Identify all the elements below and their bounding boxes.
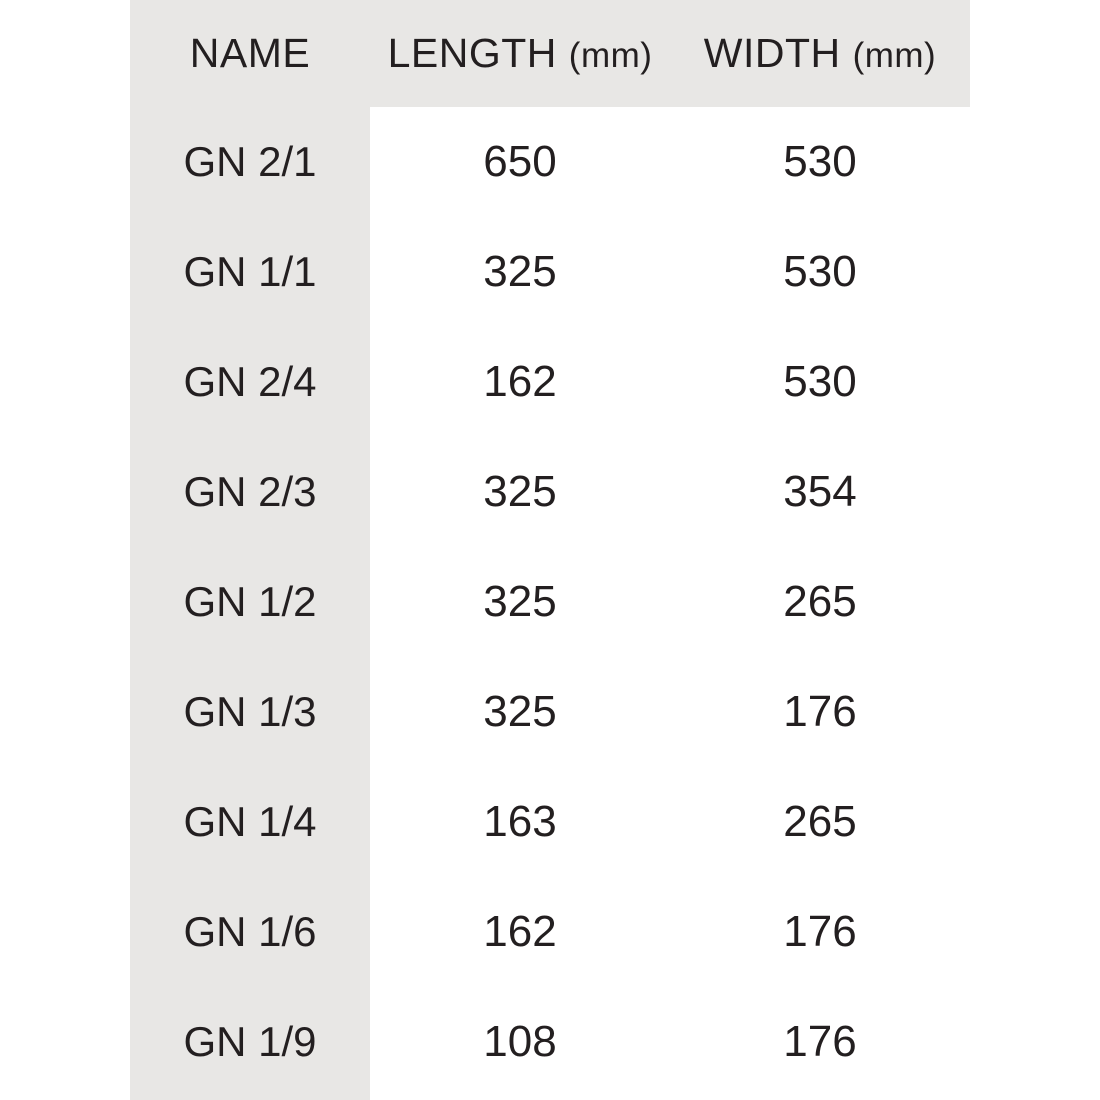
- row-left-gutter: [0, 987, 130, 1097]
- cell-name: GN 1/1: [183, 248, 317, 295]
- right-gutter: [970, 0, 1100, 107]
- cell-width: 176: [783, 687, 857, 736]
- row-right-gutter: [970, 767, 1100, 877]
- row-right-gutter: [970, 877, 1100, 987]
- row-left-gutter: [0, 437, 130, 547]
- row-left-gutter: [0, 877, 130, 987]
- table-row: [0, 217, 1100, 327]
- cell-name: GN 1/3: [183, 688, 317, 735]
- table-row: [0, 437, 1100, 547]
- cell-length: 162: [483, 907, 557, 956]
- table-row: [0, 767, 1100, 877]
- row-left-gutter: [0, 327, 130, 437]
- cell-name: GN 2/1: [183, 138, 317, 185]
- cell-name: GN 2/3: [183, 468, 317, 515]
- column-header-width-label: WIDTH: [703, 30, 841, 76]
- row-right-gutter: [970, 657, 1100, 767]
- column-header-name: NAME: [189, 30, 311, 76]
- row-left-gutter: [0, 547, 130, 657]
- table-body: [0, 107, 1100, 1097]
- column-header-length-unit: (mm): [568, 36, 653, 75]
- row-left-gutter: [0, 767, 130, 877]
- cell-length: 650: [483, 137, 557, 186]
- cell-length: 162: [483, 357, 557, 406]
- cell-length: 325: [483, 577, 557, 626]
- table-row: [0, 547, 1100, 657]
- cell-length: 108: [483, 1017, 557, 1066]
- cell-length: 325: [483, 687, 557, 736]
- cell-length: 325: [483, 467, 557, 516]
- cell-width: 530: [783, 357, 857, 406]
- table-row: [0, 987, 1100, 1097]
- row-right-gutter: [970, 547, 1100, 657]
- table-row: [0, 107, 1100, 217]
- row-left-gutter: [0, 657, 130, 767]
- table-row: [0, 877, 1100, 987]
- table-header-row: [0, 0, 1100, 107]
- row-right-gutter: [970, 107, 1100, 217]
- column-header-width: [670, 0, 970, 107]
- cell-name: GN 2/4: [183, 358, 317, 405]
- row-right-gutter: [970, 217, 1100, 327]
- cell-length: 325: [483, 247, 557, 296]
- cell-name: GN 1/2: [183, 578, 317, 625]
- row-right-gutter: [970, 987, 1100, 1097]
- cell-width: 176: [783, 1017, 857, 1066]
- row-left-gutter: [0, 107, 130, 217]
- cell-width: 176: [783, 907, 857, 956]
- cell-width: 530: [783, 247, 857, 296]
- column-header-length: [370, 0, 670, 107]
- cell-name: GN 1/6: [183, 908, 317, 955]
- left-gutter: [0, 0, 130, 107]
- table-row: [0, 657, 1100, 767]
- column-header-width-unit: (mm): [852, 36, 937, 75]
- cell-width: 530: [783, 137, 857, 186]
- cell-name: GN 1/4: [183, 798, 317, 845]
- cell-width: 354: [783, 467, 857, 516]
- row-right-gutter: [970, 327, 1100, 437]
- row-right-gutter: [970, 437, 1100, 547]
- column-header-length-label: LENGTH: [387, 30, 557, 76]
- cell-length: 163: [483, 797, 557, 846]
- row-left-gutter: [0, 217, 130, 327]
- cell-name: GN 1/9: [183, 1018, 317, 1065]
- cell-width: 265: [783, 577, 857, 626]
- table-row: [0, 327, 1100, 437]
- table-header: [0, 0, 1100, 107]
- cell-width: 265: [783, 797, 857, 846]
